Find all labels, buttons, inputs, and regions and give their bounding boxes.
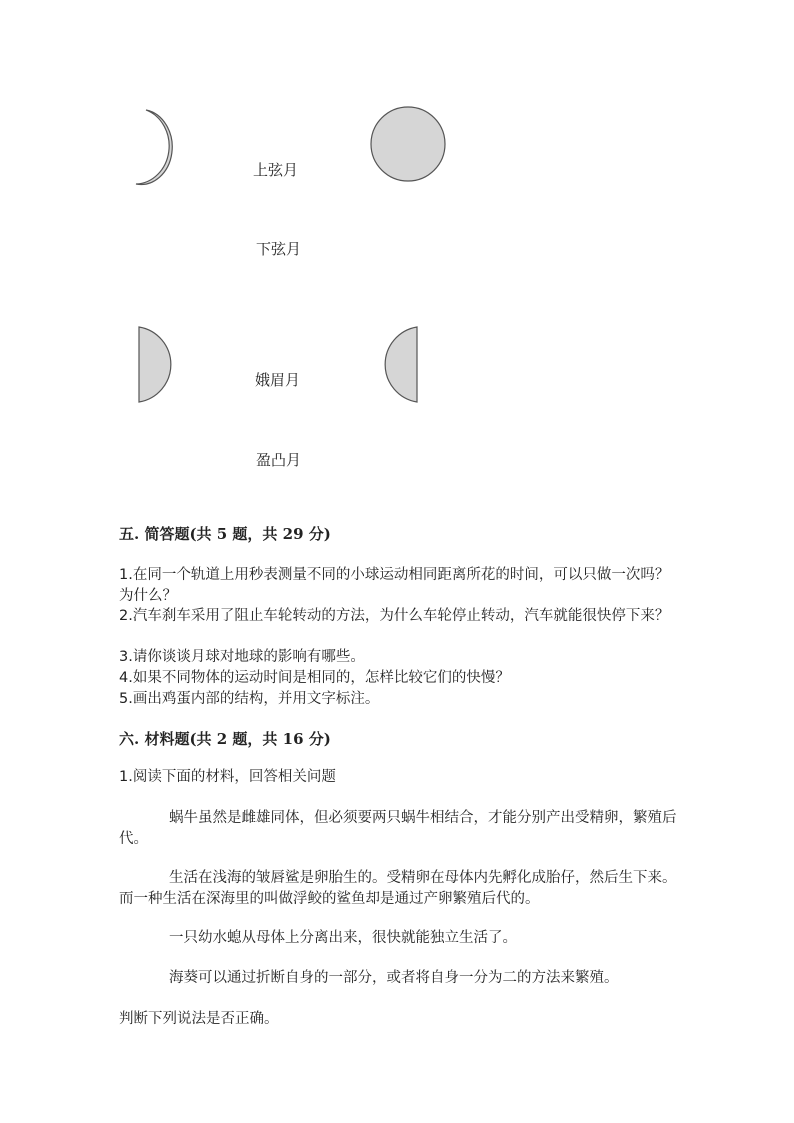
judge-prompt: 判断下列说法是否正确。 xyxy=(119,1011,279,1027)
section-6-title: 六. 材料题(共 2 题，共 16 分) xyxy=(119,730,331,748)
question-5-1: 1.在同一个轨道上用秒表测量不同的小球运动相同距离所花的时间，可以只做一次吗？为什么？ xyxy=(119,567,670,604)
full-moon-icon xyxy=(369,105,447,183)
moon-label-first-quarter: 上弦月 xyxy=(253,161,299,179)
section-5-title: 五. 简答题(共 5 题，共 29 分) xyxy=(119,525,331,543)
question-5-2: 2.汽车刹车采用了阻止车轮转动的方法，为什么车轮停止转动，汽车就能很快停下来？ xyxy=(119,608,670,624)
question-5-3: 3.请你谈谈月球对地球的影响有哪些。 xyxy=(119,649,365,665)
material-paragraph-1: 蜗牛虽然是雌雄同体，但必须要两只蜗牛相结合，才能分别产出受精卵，繁殖后代。 xyxy=(119,810,677,847)
crescent-moon-icon xyxy=(134,108,182,188)
material-paragraph-4: 海葵可以通过折断自身的一部分，或者将自身一分为二的方法来繁殖。 xyxy=(169,970,619,986)
question-5-4: 4.如果不同物体的运动时间是相同的，怎样比较它们的快慢？ xyxy=(119,670,510,686)
question-5-5: 5.画出鸡蛋内部的结构，并用文字标注。 xyxy=(119,691,380,707)
material-paragraph-3: 一只幼水螅从母体上分离出来，很快就能独立生活了。 xyxy=(169,930,517,946)
half-moon-left-lit-icon xyxy=(377,325,421,405)
moon-label-waxing-crescent: 娥眉月 xyxy=(255,371,301,389)
material-paragraph-2: 生活在浅海的皱唇鲨是卵胎生的。受精卵在母体内先孵化成胎仔，然后生下来。而一种生活在深海里的叫做浮鲛的鲨鱼却是通过产卵繁殖后代的。 xyxy=(119,870,677,907)
moon-label-waxing-gibbous: 盈凸月 xyxy=(256,451,302,469)
half-moon-right-lit-icon xyxy=(137,325,181,405)
question-6-1-prompt: 1.阅读下面的材料，回答相关问题 xyxy=(119,769,336,785)
moon-label-last-quarter: 下弦月 xyxy=(256,240,302,258)
